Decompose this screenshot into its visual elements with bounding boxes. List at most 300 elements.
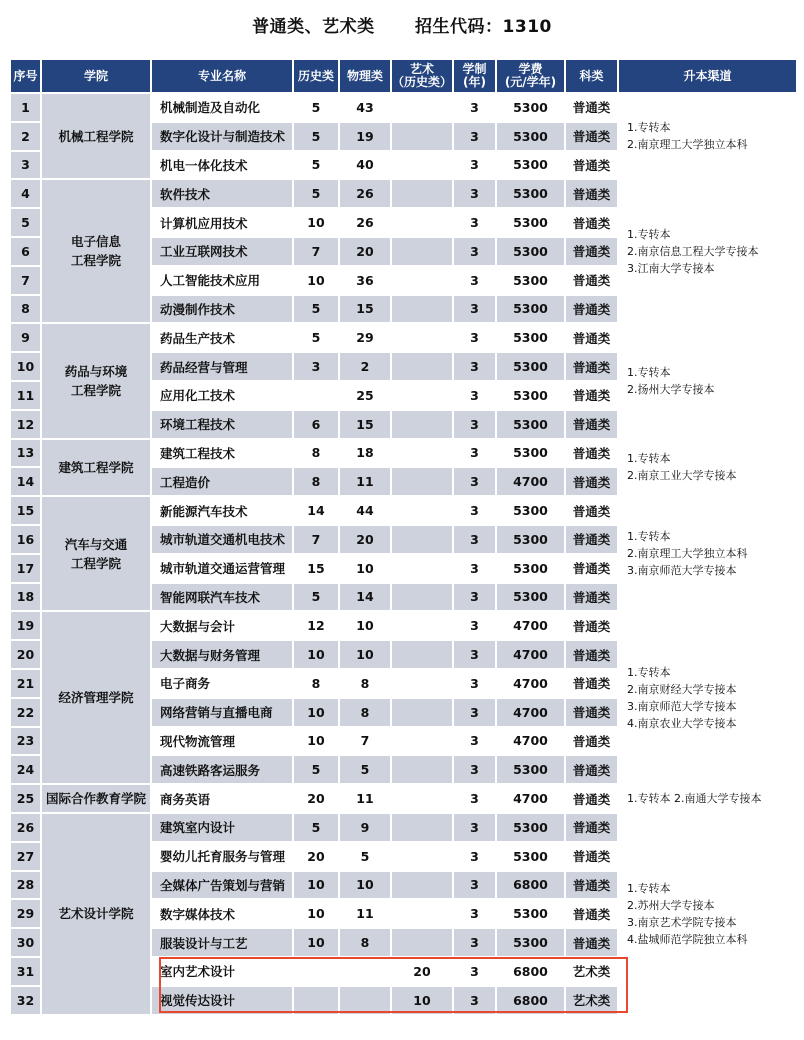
cell-category: 普通类 [566, 584, 617, 611]
cell-art [392, 555, 452, 582]
cell-art [392, 843, 452, 870]
cell-history: 20 [294, 785, 338, 812]
cell-category: 普通类 [566, 612, 617, 639]
header-major [152, 60, 292, 92]
cell-physics: 11 [340, 468, 390, 495]
cell-years: 3 [454, 728, 495, 755]
cell-category: 普通类 [566, 411, 617, 438]
cell-art [392, 94, 452, 121]
cell-major: 全媒体广告策划与营销 [152, 872, 292, 899]
cell-fee: 4700 [497, 699, 564, 726]
pathway-item: 3.南京艺术学院专接本 [627, 915, 737, 929]
cell-seq: 23 [11, 728, 40, 755]
cell-major: 服装设计与工艺 [152, 929, 292, 956]
cell-fee: 5300 [497, 929, 564, 956]
cell-art [392, 468, 452, 495]
cell-college [42, 814, 150, 1014]
cell-major: 视觉传达设计 [152, 987, 292, 1014]
cell-category: 普通类 [566, 872, 617, 899]
cell-seq: 13 [11, 440, 40, 467]
cell-art [392, 670, 452, 697]
cell-history: 6 [294, 411, 338, 438]
pathway-item: 1.专转本 [627, 121, 671, 135]
cell-seq: 14 [11, 468, 40, 495]
cell-category: 普通类 [566, 785, 617, 812]
cell-seq: 28 [11, 872, 40, 899]
cell-art [392, 728, 452, 755]
cell-fee: 5300 [497, 267, 564, 294]
college-name-line: 国际合作教育学院 [45, 791, 146, 807]
header-history-line: 历史类 [297, 68, 334, 83]
pathway-item: 3.江南大学专接本 [627, 261, 715, 275]
cell-history: 10 [294, 267, 338, 294]
college-name-line: 艺术设计学院 [58, 906, 134, 922]
pathway-item: 3.南京师范大学专接本 [627, 699, 737, 713]
enrollment-code: 招生代码：1310 [415, 17, 552, 37]
cell-seq: 29 [11, 900, 40, 927]
cell-history: 7 [294, 238, 338, 265]
cell-physics [340, 987, 390, 1014]
cell-major: 室内艺术设计 [152, 958, 292, 985]
cell-major: 商务英语 [152, 785, 292, 812]
cell-seq: 31 [11, 958, 40, 985]
cell-years: 3 [454, 987, 495, 1014]
cell-major: 机电一体化技术 [152, 152, 292, 179]
cell-art [392, 699, 452, 726]
college-name-line: 药品与环境 [64, 363, 128, 379]
cell-major: 城市轨道交通运营管理 [152, 555, 292, 582]
cell-seq: 3 [11, 152, 40, 179]
table-row [11, 612, 796, 639]
cell-history: 5 [294, 152, 338, 179]
cell-years: 3 [454, 123, 495, 150]
cell-college [42, 324, 150, 437]
pathway-item: 1.专转本 [627, 530, 671, 544]
cell-pathway [619, 94, 796, 178]
cell-college [42, 94, 150, 178]
cell-history: 10 [294, 641, 338, 668]
cell-pathway [619, 814, 796, 1014]
cell-physics: 11 [340, 785, 390, 812]
cell-fee: 5300 [497, 238, 564, 265]
cell-physics: 19 [340, 123, 390, 150]
cell-major: 高速铁路客运服务 [152, 756, 292, 783]
cell-years: 3 [454, 353, 495, 380]
cell-seq: 27 [11, 843, 40, 870]
cell-art [392, 324, 452, 351]
header-major-line: 专业名称 [197, 68, 246, 83]
cell-physics: 11 [340, 900, 390, 927]
cell-college [42, 785, 150, 812]
pathway-item: 1.专转本 [627, 227, 671, 241]
pathway-item: 1.专转本 [627, 881, 671, 895]
cell-category: 普通类 [566, 699, 617, 726]
cell-years: 3 [454, 584, 495, 611]
cell-category: 普通类 [566, 497, 617, 524]
cell-seq: 11 [11, 382, 40, 409]
cell-art: 10 [392, 987, 452, 1014]
college-name-line: 电子信息 [70, 234, 121, 250]
cell-physics: 7 [340, 728, 390, 755]
header-art-line: 艺术 [409, 62, 434, 76]
table-row [11, 180, 796, 207]
cell-seq: 19 [11, 612, 40, 639]
cell-major: 电子商务 [152, 670, 292, 697]
cell-category: 普通类 [566, 180, 617, 207]
cell-fee: 5300 [497, 526, 564, 553]
pathway-item: 1.专转本 [627, 452, 671, 466]
cell-art [392, 612, 452, 639]
cell-major: 机械制造及自动化 [152, 94, 292, 121]
cell-fee: 4700 [497, 670, 564, 697]
cell-fee: 4700 [497, 612, 564, 639]
cell-history: 8 [294, 670, 338, 697]
cell-seq: 30 [11, 929, 40, 956]
cell-major: 婴幼儿托育服务与管理 [152, 843, 292, 870]
cell-seq: 1 [11, 94, 40, 121]
cell-fee: 5300 [497, 584, 564, 611]
header-art [392, 60, 452, 92]
cell-fee: 4700 [497, 785, 564, 812]
cell-pathway [619, 612, 796, 783]
college-name-line: 经济管理学院 [58, 690, 134, 706]
cell-physics: 10 [340, 555, 390, 582]
cell-art [392, 756, 452, 783]
cell-seq: 22 [11, 699, 40, 726]
cell-history: 15 [294, 555, 338, 582]
cell-category: 普通类 [566, 152, 617, 179]
cell-major: 数字媒体技术 [152, 900, 292, 927]
cell-seq: 5 [11, 209, 40, 236]
cell-years: 3 [454, 900, 495, 927]
cell-major: 计算机应用技术 [152, 209, 292, 236]
cell-college [42, 497, 150, 610]
cell-years: 3 [454, 180, 495, 207]
cell-fee: 5300 [497, 152, 564, 179]
cell-major: 建筑工程技术 [152, 440, 292, 467]
cell-years: 3 [454, 872, 495, 899]
title-main: 普通类、艺术类 [252, 17, 375, 37]
cell-history: 10 [294, 209, 338, 236]
cell-fee: 5300 [497, 555, 564, 582]
cell-years: 3 [454, 152, 495, 179]
cell-history: 5 [294, 94, 338, 121]
cell-art [392, 152, 452, 179]
cell-history: 7 [294, 526, 338, 553]
cell-seq: 12 [11, 411, 40, 438]
header-college [42, 60, 150, 92]
cell-fee: 5300 [497, 94, 564, 121]
header-category [566, 60, 617, 92]
table-body [11, 94, 796, 1014]
header-seq-line: 序号 [13, 68, 38, 83]
cell-physics: 40 [340, 152, 390, 179]
cell-major: 药品生产技术 [152, 324, 292, 351]
cell-years: 3 [454, 238, 495, 265]
cell-seq: 15 [11, 497, 40, 524]
cell-history: 20 [294, 843, 338, 870]
cell-years: 3 [454, 670, 495, 697]
cell-major: 动漫制作技术 [152, 296, 292, 323]
cell-fee: 6800 [497, 872, 564, 899]
table-header-row [11, 60, 796, 92]
cell-category: 普通类 [566, 555, 617, 582]
college-name-line: 建筑工程学院 [58, 459, 134, 475]
cell-physics: 10 [340, 641, 390, 668]
cell-fee: 5300 [497, 324, 564, 351]
cell-seq: 7 [11, 267, 40, 294]
cell-seq: 20 [11, 641, 40, 668]
cell-physics: 20 [340, 526, 390, 553]
cell-physics: 10 [340, 872, 390, 899]
cell-seq: 17 [11, 555, 40, 582]
cell-fee: 6800 [497, 958, 564, 985]
cell-seq: 24 [11, 756, 40, 783]
cell-category: 普通类 [566, 324, 617, 351]
cell-physics: 14 [340, 584, 390, 611]
cell-history [294, 987, 338, 1014]
cell-history: 10 [294, 728, 338, 755]
pathway-item: 4.南京农业大学专接本 [627, 716, 737, 730]
college-name-line: 工程学院 [70, 253, 121, 269]
cell-category: 普通类 [566, 468, 617, 495]
cell-seq: 2 [11, 123, 40, 150]
cell-major: 新能源汽车技术 [152, 497, 292, 524]
pathway-item: 2.南京信息工程大学专接本 [627, 244, 759, 258]
cell-history: 5 [294, 584, 338, 611]
cell-physics: 15 [340, 411, 390, 438]
cell-category: 艺术类 [566, 958, 617, 985]
cell-fee: 5300 [497, 756, 564, 783]
cell-fee: 5300 [497, 843, 564, 870]
cell-pathway [619, 497, 796, 610]
cell-physics: 5 [340, 756, 390, 783]
cell-seq: 16 [11, 526, 40, 553]
enrollment-table [9, 58, 798, 1016]
cell-history: 10 [294, 929, 338, 956]
cell-major: 工程造价 [152, 468, 292, 495]
cell-category: 普通类 [566, 267, 617, 294]
cell-art [392, 814, 452, 841]
college-name-line: 工程学院 [70, 555, 121, 571]
table-row [11, 324, 796, 351]
cell-fee: 5300 [497, 382, 564, 409]
cell-years: 3 [454, 843, 495, 870]
cell-history: 5 [294, 180, 338, 207]
cell-category: 普通类 [566, 929, 617, 956]
pathway-item: 2.南京工业大学专接本 [627, 469, 737, 483]
cell-physics: 8 [340, 699, 390, 726]
cell-seq: 32 [11, 987, 40, 1014]
pathway-item: 2.南京理工大学独立本科 [627, 138, 748, 152]
cell-art [392, 382, 452, 409]
cell-years: 3 [454, 209, 495, 236]
cell-category: 普通类 [566, 123, 617, 150]
cell-physics [340, 958, 390, 985]
cell-physics: 10 [340, 612, 390, 639]
cell-history: 5 [294, 324, 338, 351]
cell-pathway [619, 785, 796, 812]
cell-category: 普通类 [566, 209, 617, 236]
cell-physics: 44 [340, 497, 390, 524]
cell-physics: 20 [340, 238, 390, 265]
cell-fee: 5300 [497, 296, 564, 323]
pathway-item: 3.南京师范大学专接本 [627, 564, 737, 578]
cell-art [392, 238, 452, 265]
cell-major: 应用化工技术 [152, 382, 292, 409]
pathway-item: 2.南京财经大学专接本 [627, 682, 737, 696]
pathway-item: 1.专转本 2.南通大学专接本 [627, 792, 762, 806]
cell-fee: 5300 [497, 814, 564, 841]
cell-category: 普通类 [566, 900, 617, 927]
cell-major: 人工智能技术应用 [152, 267, 292, 294]
header-college-line: 学院 [83, 68, 108, 83]
pathway-item: 2.南京理工大学独立本科 [627, 547, 748, 561]
cell-fee: 4700 [497, 641, 564, 668]
cell-category: 普通类 [566, 94, 617, 121]
cell-years: 3 [454, 440, 495, 467]
cell-art [392, 526, 452, 553]
cell-major: 大数据与财务管理 [152, 641, 292, 668]
cell-physics: 9 [340, 814, 390, 841]
cell-years: 3 [454, 296, 495, 323]
college-name-line: 工程学院 [70, 382, 121, 398]
cell-fee: 5300 [497, 440, 564, 467]
cell-art [392, 296, 452, 323]
cell-major: 网络营销与直播电商 [152, 699, 292, 726]
header-art-line: （历史类） [392, 75, 453, 89]
cell-art [392, 209, 452, 236]
cell-art [392, 497, 452, 524]
cell-category: 普通类 [566, 728, 617, 755]
cell-art [392, 584, 452, 611]
cell-history: 14 [294, 497, 338, 524]
cell-category: 普通类 [566, 814, 617, 841]
cell-art [392, 900, 452, 927]
cell-physics: 8 [340, 670, 390, 697]
cell-art [392, 785, 452, 812]
cell-fee: 5300 [497, 123, 564, 150]
cell-art [392, 353, 452, 380]
pathway-item: 1.专转本 [627, 365, 671, 379]
cell-art: 20 [392, 958, 452, 985]
cell-major: 数字化设计与制造技术 [152, 123, 292, 150]
cell-years: 3 [454, 929, 495, 956]
cell-physics: 2 [340, 353, 390, 380]
cell-years: 3 [454, 324, 495, 351]
cell-physics: 43 [340, 94, 390, 121]
cell-seq: 18 [11, 584, 40, 611]
header-category-line: 科类 [579, 68, 604, 83]
table-row [11, 497, 796, 524]
cell-history: 10 [294, 900, 338, 927]
cell-years: 3 [454, 497, 495, 524]
cell-art [392, 872, 452, 899]
cell-physics: 26 [340, 180, 390, 207]
header-years-line: 学制 [462, 62, 487, 76]
cell-history: 5 [294, 296, 338, 323]
cell-fee: 5300 [497, 353, 564, 380]
cell-seq: 4 [11, 180, 40, 207]
cell-category: 普通类 [566, 440, 617, 467]
cell-art [392, 641, 452, 668]
cell-category: 普通类 [566, 641, 617, 668]
cell-years: 3 [454, 756, 495, 783]
table-row [11, 94, 796, 121]
cell-history: 10 [294, 872, 338, 899]
cell-seq: 25 [11, 785, 40, 812]
page-title [0, 12, 804, 37]
cell-fee: 5300 [497, 411, 564, 438]
cell-history: 3 [294, 353, 338, 380]
cell-major: 工业互联网技术 [152, 238, 292, 265]
cell-history: 10 [294, 699, 338, 726]
cell-history [294, 382, 338, 409]
cell-pathway [619, 440, 796, 496]
cell-history: 12 [294, 612, 338, 639]
header-fee-line: 学费 [518, 62, 543, 76]
table-row [11, 814, 796, 841]
pathway-item: 2.苏州大学专接本 [627, 898, 715, 912]
cell-years: 3 [454, 411, 495, 438]
header-years-line: (年) [463, 75, 486, 89]
college-name-line: 汽车与交通 [64, 536, 128, 552]
cell-physics: 18 [340, 440, 390, 467]
cell-seq: 9 [11, 324, 40, 351]
cell-history: 5 [294, 814, 338, 841]
cell-years: 3 [454, 382, 495, 409]
cell-category: 普通类 [566, 382, 617, 409]
cell-physics: 36 [340, 267, 390, 294]
pathway-item: 2.扬州大学专接本 [627, 382, 715, 396]
cell-category: 普通类 [566, 353, 617, 380]
cell-major: 大数据与会计 [152, 612, 292, 639]
cell-category: 普通类 [566, 526, 617, 553]
cell-art [392, 929, 452, 956]
cell-category: 普通类 [566, 756, 617, 783]
header-physics [340, 60, 390, 92]
cell-major: 环境工程技术 [152, 411, 292, 438]
cell-category: 艺术类 [566, 987, 617, 1014]
cell-years: 3 [454, 958, 495, 985]
header-pathway [619, 60, 796, 92]
cell-physics: 26 [340, 209, 390, 236]
cell-physics: 8 [340, 929, 390, 956]
header-physics-line: 物理类 [346, 68, 383, 83]
cell-history: 5 [294, 123, 338, 150]
cell-major: 药品经营与管理 [152, 353, 292, 380]
header-fee-line: (元/学年) [504, 75, 557, 89]
cell-years: 3 [454, 612, 495, 639]
cell-physics: 29 [340, 324, 390, 351]
cell-years: 3 [454, 785, 495, 812]
cell-art [392, 180, 452, 207]
cell-history: 8 [294, 468, 338, 495]
cell-pathway [619, 180, 796, 322]
cell-years: 3 [454, 641, 495, 668]
cell-art [392, 440, 452, 467]
cell-fee: 6800 [497, 987, 564, 1014]
college-name-line: 机械工程学院 [58, 128, 134, 144]
cell-physics: 15 [340, 296, 390, 323]
cell-college [42, 180, 150, 322]
cell-seq: 6 [11, 238, 40, 265]
cell-category: 普通类 [566, 670, 617, 697]
header-pathway-line: 升本渠道 [683, 68, 732, 83]
cell-physics: 25 [340, 382, 390, 409]
cell-years: 3 [454, 814, 495, 841]
header-fee [497, 60, 564, 92]
